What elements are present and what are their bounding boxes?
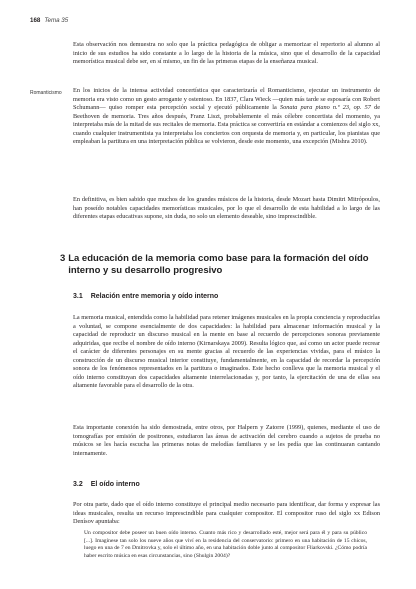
paragraph-halpern-zatorre (73, 424, 380, 458)
paragraph-text: En definitiva, es bien sabido que muchos de los grandes músicos de la historia, desde Mozart hasta Dimitri Mitrópoulos, han poseído notables capacidades memorísticas musicales, por lo que el desarrollo de esta habilidad a lo largo de las diferentes etapas educativas supone, sin duda, no solo un elemento deseable, sino imprescindible. (73, 196, 380, 220)
subsection-number: 3.1 (73, 293, 83, 300)
block-quote-denisov: Un compositor debe poseer un buen oído interno. Cuanto más rico y desarrollado esté, mejor será para él y para su público [...]. Imagínese tan solo los nueve años que viví en la residencia del conservatorio: primero en una habitación de 15 chicos, luego en una de 7 en Dmitrovka y, solo el último año, en una habitación doble junto al compositor Fliarkovski. ¿Cómo podría haber escrito música en esas circunstancias, sino (Shulgin 2004)? (84, 530, 367, 560)
margin-note-romanticism: Romanticismo (30, 90, 62, 96)
subsection-number: 3.2 (73, 481, 83, 488)
paragraph-text: Esta importante conexión ha sido demostrada, entre otros, por Halpern y Zatorre (1999), quienes, mediante el uso de tomografías por emisión de positrones, estudiaron las áreas de activación del cerebro cuando a sujetos de prueba no músicos se les hacía escucha las primeras notas de melodías familiares y se les pedía que las continuaran cantando internamente. (73, 424, 380, 457)
paragraph-intro-memorization (73, 41, 380, 67)
subsection-title: El oído interno (90, 481, 140, 488)
paragraph-text-end: de Beethoven de memoria. Tres años después, Franz Liszt, probablemente el más célebre concertista del momento, ya interpretaba más de la mitad de sus recitales de memoria. Esta práctica se convertiría en estándar a comienzos del siglo xx, cuando cualquier instrumentista ya interpretaba los conciertos con orquesta de memoria y, en particular, los pianistas que empleaban la partitura en una interpretación pública se volvieron, desde este momento, una excepción (Mishra 2010). (73, 104, 380, 145)
section-3-2-heading (73, 481, 380, 488)
section-title: La educación de la memoria como base para la formación del oído interno y su desarrollo progresivo (68, 253, 369, 276)
page-number: 168 (30, 17, 41, 24)
paragraph-text-start: En los inicios de la intensa actividad concertística que caracterizaría el Romanticismo, ejecutar un instrumento de memoria era visto como un gesto arrogante y ostentoso. En 1837, Clara Wieck —quien más tarde se esposaría con Robert Schumann— quiso romper esta percepción social y ejecutó públicamente la (73, 87, 380, 111)
running-header (30, 17, 68, 24)
paragraph-text: Por otra parte, dado que el oído interno constituye el principal medio necesario para identificar, dar forma y expresar las ideas musicales, resulta un recurso imprescindible para cualquier compositor. El compositor ruso del siglo xx Edison Denísov apuntaba: (73, 501, 380, 525)
paragraph-great-musicians (73, 196, 380, 222)
running-title: Tema 35 (44, 17, 69, 24)
paragraph-inner-ear (73, 501, 380, 527)
paragraph-musical-memory (73, 314, 380, 391)
subsection-title: Relación entre memoria y oído interno (90, 293, 219, 300)
sonata-title: Sonata para piano n.º 23, op. 57 (279, 104, 371, 111)
paragraph-romanticism (73, 87, 380, 147)
section-number: 3 (60, 253, 66, 264)
paragraph-text: La memoria musical, entendida como la habilidad para retener imágenes musicales en la propia conciencia y reproducirlas a voluntad, se compone esencialmente de dos capacidades: la habilidad para almacenar información musical y la capacidad de reproducir un discurso musical en la mente en base al recuerdo de percepciones sonoras previamente adquiridas, que recibe el nombre de oído interno (Kirnarskaya 2009). Resulta lógico que, así como un actor puede recrear el carácter de diferentes personajes en su mente gracias al recuerdo de las experiencias vividas, para el músico la construcción de un discurso musical interior constituye, fundamentalmente, en la capacidad de recordar la percepción sonora de los fenómenos representados en la partitura o imaginados. Este hecho conlleva que la memoria musical y el oído interno constituyan dos capacidades altamente interrelacionadas y, por tanto, la ejercitación de una de ellas sea altamente favorable para el desarrollo de la otra. (73, 314, 380, 389)
section-3-heading (60, 253, 380, 277)
section-3-1-heading (73, 293, 380, 300)
paragraph-text: Esta observación nos demuestra no solo que la práctica pedagógica de obligar a memorizar el repertorio al alumno al inicio de sus estudios ha sido constante a lo largo de la historia de la música, sino que el desarrollo de la capacidad memorística musical debe ser, en sí mismo, un fin de las primeras etapas de la enseñanza musical. (73, 41, 380, 65)
